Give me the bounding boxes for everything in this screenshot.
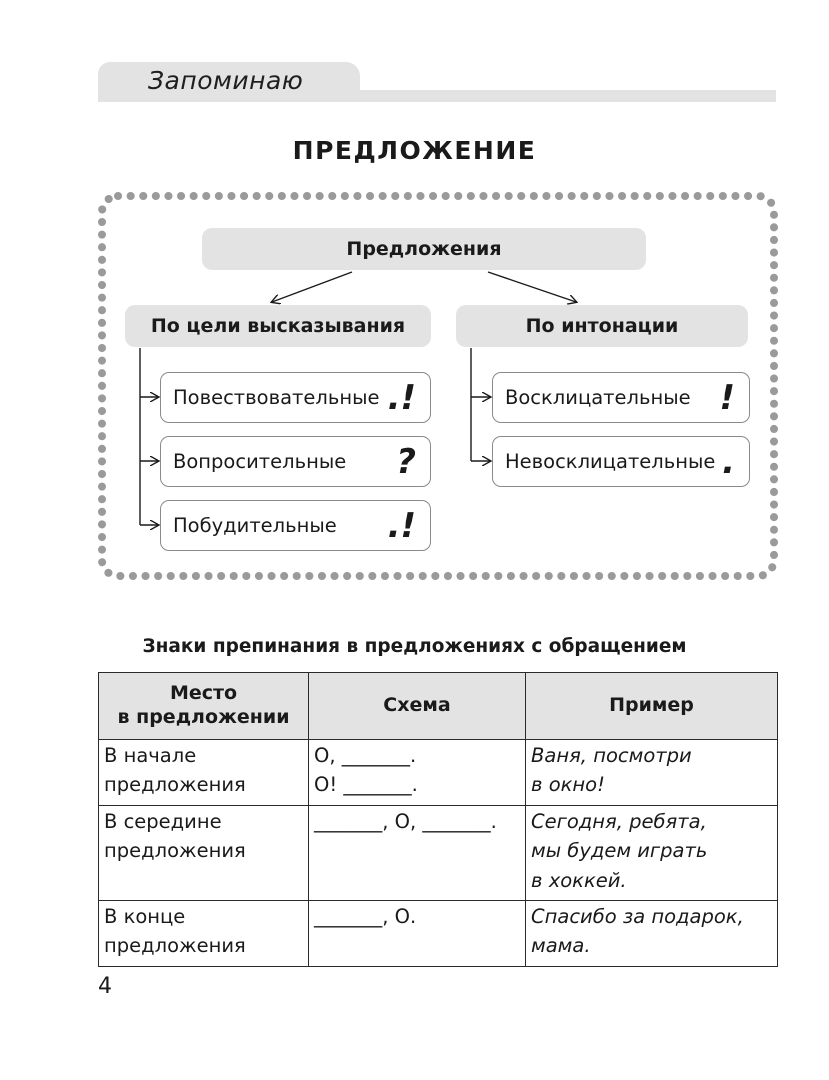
- cell-place: В середине предложения: [99, 806, 309, 901]
- table-row: [99, 740, 778, 806]
- branch-goal: По цели высказывания: [125, 305, 431, 347]
- table-title: Знаки препинания в предложениях с обращением: [142, 636, 687, 657]
- punctuation-mark: .: [722, 441, 735, 482]
- punctuation-mark: .!: [387, 505, 416, 546]
- node-imperative: [160, 500, 431, 551]
- root-node: Предложения: [202, 228, 646, 270]
- punctuation-table: [98, 672, 778, 967]
- cell-example: Ваня, посмотри в окно!: [526, 740, 778, 806]
- cell-scheme: О, _______. О! _______.: [309, 740, 526, 806]
- header-place: Место в предложении: [99, 673, 309, 740]
- page-number: 4: [98, 974, 112, 999]
- punctuation-mark: ?: [396, 441, 416, 482]
- cell-place: В начале предложения: [99, 740, 309, 806]
- page-title: ПРЕДЛОЖЕНИЕ: [292, 136, 537, 165]
- cell-scheme: _______, О.: [309, 901, 526, 967]
- cell-example: Спасибо за подарок, мама.: [526, 901, 778, 967]
- header-label: Запоминаю: [148, 66, 304, 95]
- cell-place: В конце предложения: [99, 901, 309, 967]
- node-label: Восклицательные: [505, 386, 691, 409]
- node-exclamatory: [492, 372, 750, 423]
- punctuation-mark: !: [719, 377, 735, 418]
- branch-intonation: По интонации: [456, 305, 748, 347]
- node-narrative: [160, 372, 431, 423]
- cell-example: Сегодня, ребята, мы будем играть в хоккей.: [526, 806, 778, 901]
- table-row: [99, 901, 778, 967]
- header-scheme: Схема: [309, 673, 526, 740]
- node-interrogative: [160, 436, 431, 487]
- punctuation-mark: .!: [387, 377, 416, 418]
- header-example: Пример: [526, 673, 778, 740]
- node-nonexclamatory: [492, 436, 750, 487]
- arrow-to-intonation: [488, 272, 576, 302]
- table-header-row: [99, 673, 778, 740]
- arrow-to-goal: [272, 272, 352, 302]
- cell-scheme: _______, О, _______.: [309, 806, 526, 901]
- table-row: [99, 806, 778, 901]
- node-label: Невосклицательные: [505, 450, 716, 473]
- node-label: Побудительные: [173, 514, 337, 537]
- node-label: Повествовательные: [173, 386, 380, 409]
- node-label: Вопросительные: [173, 450, 347, 473]
